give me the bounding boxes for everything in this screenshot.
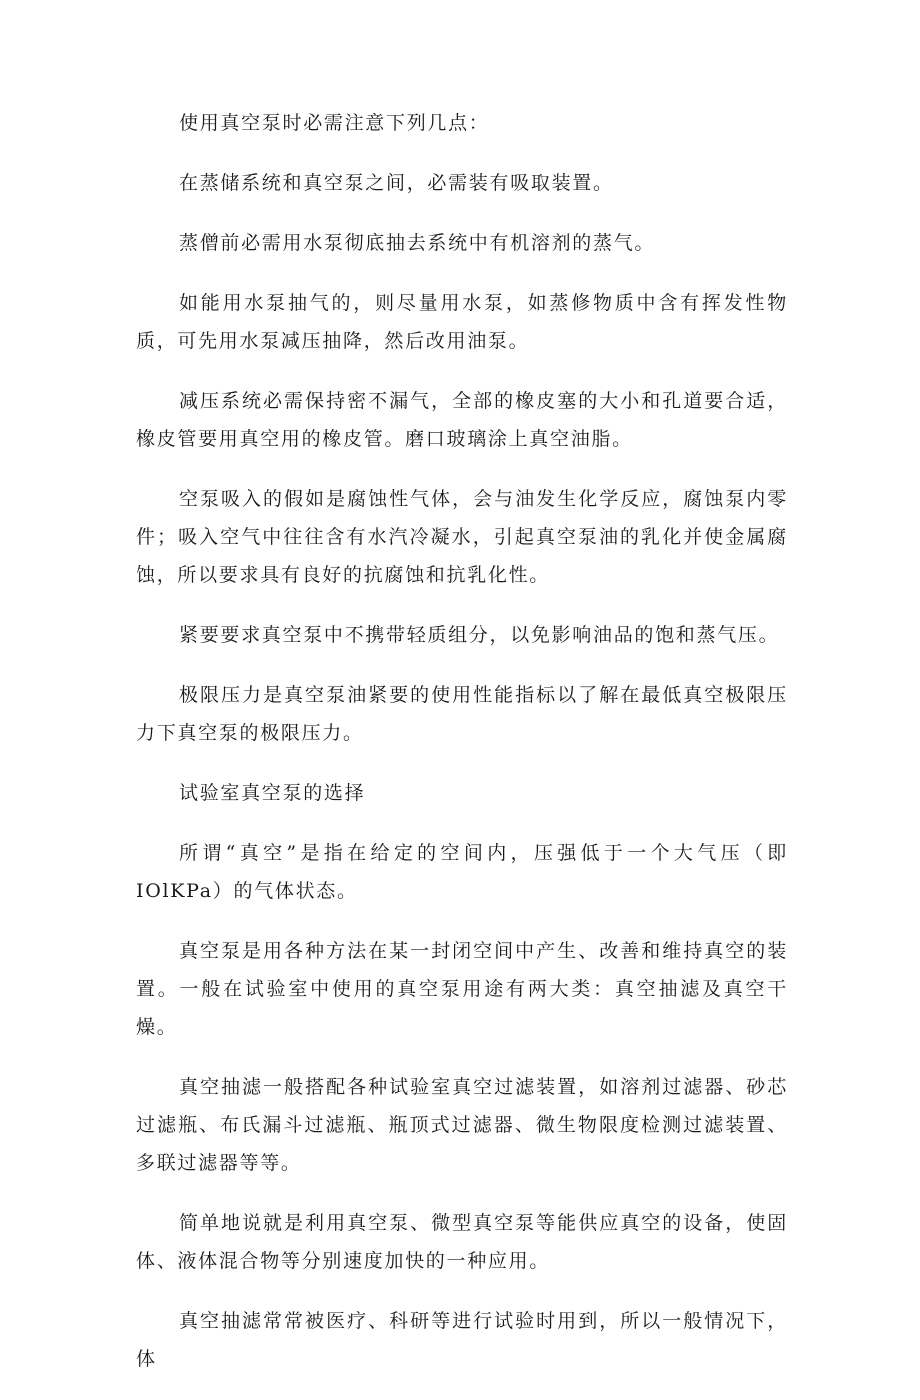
paragraph-2: 在蒸储系统和真空泵之间，必需装有吸取装置。 [179, 172, 614, 194]
paragraph-1: 使用真空泵时必需注意下列几点： [179, 112, 490, 134]
paragraph-12: 真空抽滤一般搭配各种试验室真空过滤装置，如溶剂过滤器、砂芯过滤瓶、布氏漏斗过滤瓶、瓶顶式过滤器、微生物限度检测过滤装置、多联过滤器等等。 [136, 1076, 788, 1174]
paragraph-6: 空泵吸入的假如是腐蚀性气体，会与油发生化学反应，腐蚀泵内零件；吸入空气中往往含有水汽冷凝水，引起真空泵油的乳化并使金属腐蚀，所以要求具有良好的抗腐蚀和抗乳化性。 [136, 488, 788, 586]
paragraph-7: 紧要要求真空泵中不携带轻质组分，以免影响油品的饱和蒸气压。 [179, 624, 780, 646]
section-heading: 试验室真空泵的选择 [179, 782, 366, 804]
paragraph-8: 极限压力是真空泵油紧要的使用性能指标以了解在最低真空极限压力下真空泵的极限压力。 [136, 684, 788, 744]
paragraph-3: 蒸僧前必需用水泵彻底抽去系统中有机溶剂的蒸气。 [179, 232, 656, 254]
paragraph-4: 如能用水泵抽气的，则尽量用水泵，如蒸修物质中含有挥发性物质，可先用水泵减压抽降，然后改用油泵。 [136, 292, 788, 352]
document-body [136, 104, 788, 1400]
paragraph-11: 真空泵是用各种方法在某一封闭空间中产生、改善和维持真空的装置。一般在试验室中使用的真空泵用途有两大类：真空抽滤及真空干燥。 [136, 940, 788, 1038]
paragraph-14: 真空抽滤常常被医疗、科研等进行试验时用到，所以一般情况下，体 [136, 1310, 788, 1370]
paragraph-10: 所谓“真空”是指在给定的空间内，压强低于一个大气压（即IOlKPa）的气体状态。 [136, 842, 788, 902]
paragraph-13: 简单地说就是利用真空泵、微型真空泵等能供应真空的设备，使固体、液体混合物等分别速度加快的一种应用。 [136, 1212, 788, 1272]
paragraph-5: 减压系统必需保持密不漏气，全部的橡皮塞的大小和孔道要合适，橡皮管要用真空用的橡皮管。磨口玻璃涂上真空油脂。 [136, 390, 788, 450]
